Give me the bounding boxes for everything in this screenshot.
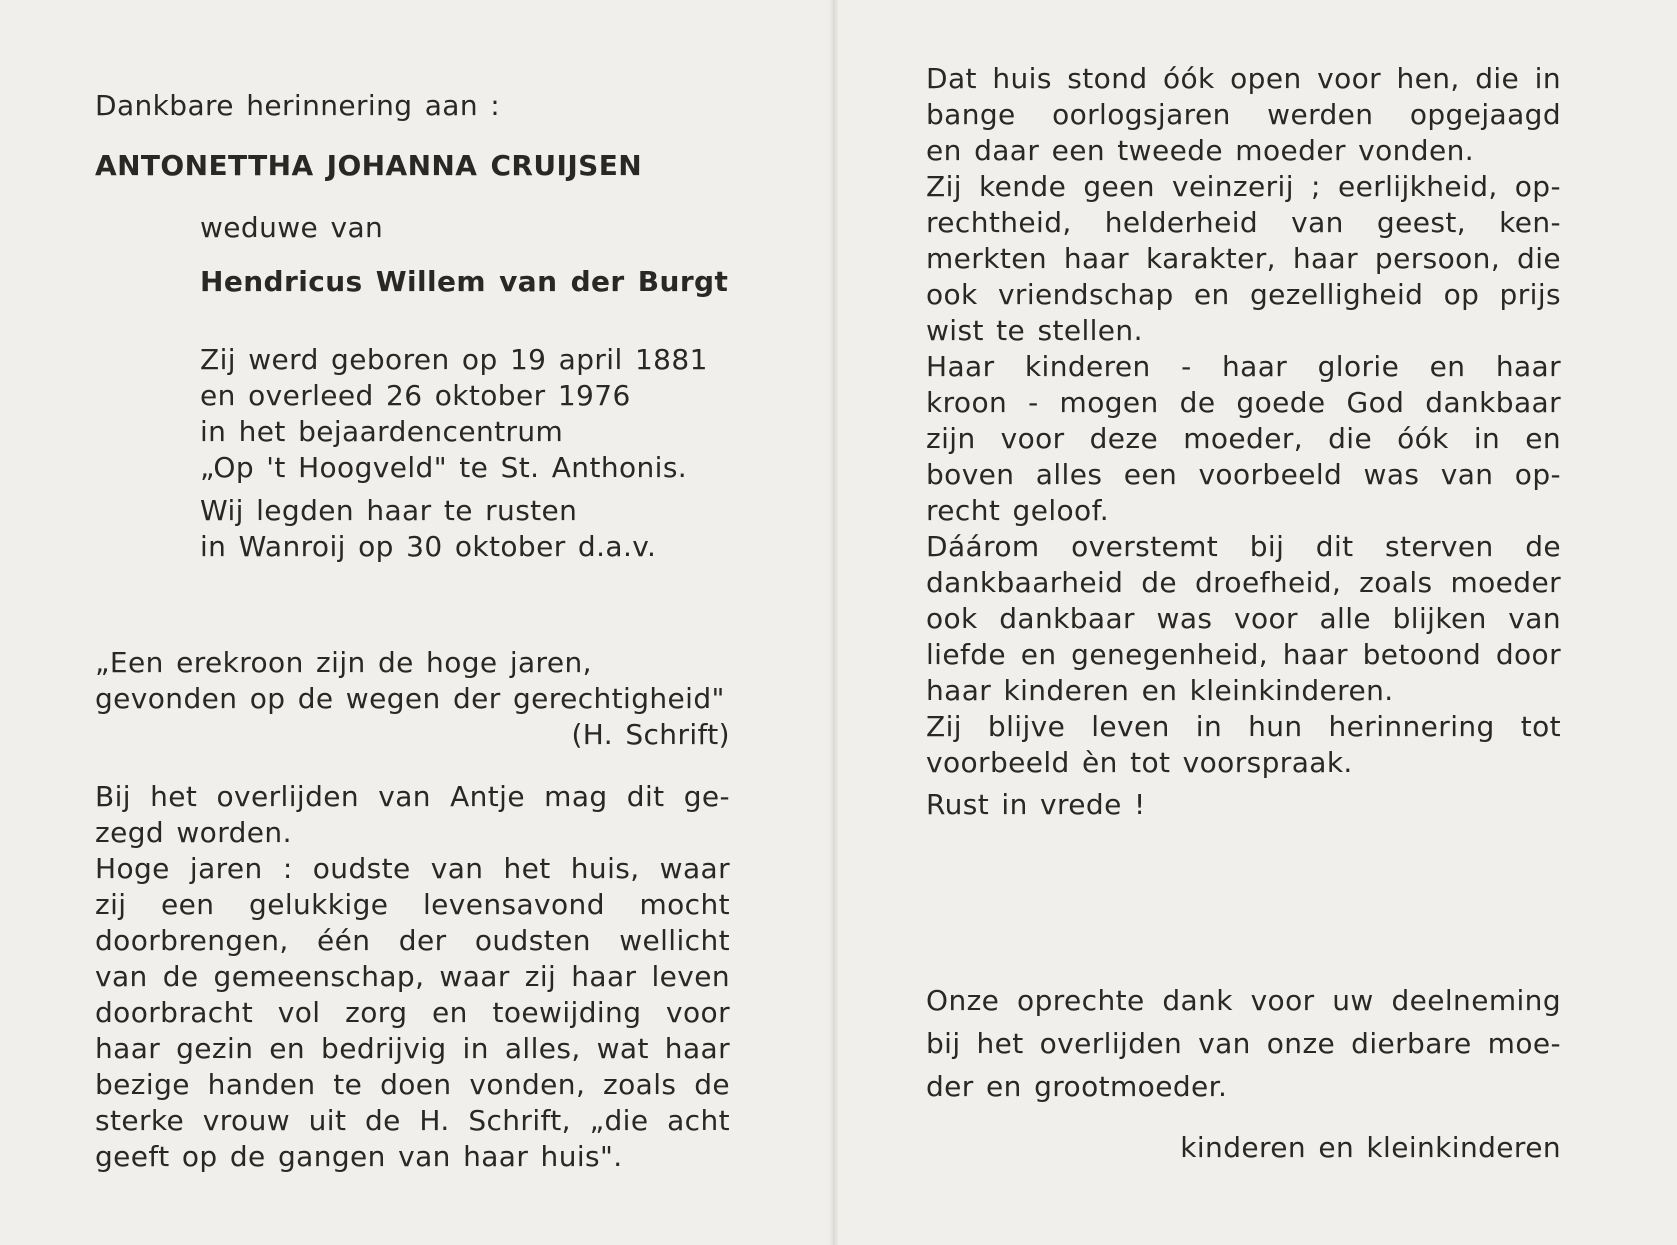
- body-line: kroon - mogen de goede God dankbaar: [926, 386, 1561, 419]
- body-line: doorbracht vol zorg en toewijding voor: [95, 996, 730, 1029]
- bio-line: Wij legden haar te rusten: [200, 494, 578, 527]
- right-panel: [838, 0, 1677, 1245]
- card-fold: [828, 0, 838, 1245]
- body-line: zijn voor deze moeder, die óók in en: [926, 422, 1561, 455]
- deceased-name: ANTONETTHA JOHANNA CRUIJSEN: [95, 149, 643, 182]
- thanks-line: Onze oprechte dank voor uw deelneming: [926, 984, 1561, 1017]
- left-panel: [0, 0, 828, 1245]
- bio-line: „Op 't Hoogveld" te St. Anthonis.: [200, 451, 688, 484]
- husband-name: Hendricus Willem van der Burgt: [200, 265, 729, 298]
- body-line: Zij kende geen veinzerij ; eerlijkheid, op-: [926, 170, 1561, 203]
- body-line: Bij het overlijden van Antje mag dit ge-: [95, 780, 730, 813]
- intro-line: Dankbare herinnering aan :: [95, 89, 501, 122]
- thanks-line: der en grootmoeder.: [926, 1070, 1228, 1103]
- body-line: en daar een tweede moeder vonden.: [926, 134, 1475, 167]
- thanks-line: bij het overlijden van onze dierbare moe-: [926, 1027, 1561, 1060]
- body-line: Hoge jaren : oudste van het huis, waar: [95, 852, 730, 885]
- body-line: ook vriendschap en gezelligheid op prijs: [926, 278, 1561, 311]
- body-line: haar kinderen en kleinkinderen.: [926, 674, 1394, 707]
- body-line: bange oorlogsjaren werden opgejaagd: [926, 98, 1561, 131]
- quote-line: „Een erekroon zijn de hoge jaren,: [95, 646, 592, 679]
- body-line: Dáárom overstemt bij dit sterven de: [926, 530, 1561, 563]
- body-line: dankbaarheid de droefheid, zoals moeder: [926, 566, 1561, 599]
- bio-line: en overleed 26 oktober 1976: [200, 379, 631, 412]
- body-line: recht geloof.: [926, 494, 1110, 527]
- body-line: liefde en genegenheid, haar betoond door: [926, 638, 1561, 671]
- bio-line: Zij werd geboren op 19 april 1881: [200, 343, 708, 376]
- body-line: ook dankbaar was voor alle blijken van: [926, 602, 1561, 635]
- body-line: zegd worden.: [95, 816, 292, 849]
- body-line: Dat huis stond óók open voor hen, die in: [926, 62, 1561, 95]
- signature-line: kinderen en kleinkinderen: [1180, 1131, 1561, 1164]
- body-line: voorbeeld èn tot voorspraak.: [926, 746, 1353, 779]
- body-line: wist te stellen.: [926, 314, 1143, 347]
- bio-line: in het bejaardencentrum: [200, 415, 564, 448]
- body-line: rechtheid, helderheid van geest, ken-: [926, 206, 1561, 239]
- body-line: bezige handen te doen vonden, zoals de: [95, 1068, 730, 1101]
- quote-line: gevonden op de wegen der gerechtigheid": [95, 682, 725, 715]
- closing-line: Rust in vrede !: [926, 788, 1146, 821]
- body-line: Zij blijve leven in hun herinnering tot: [926, 710, 1561, 743]
- quote-source: (H. Schrift): [571, 718, 730, 751]
- body-line: haar gezin en bedrijvig in alles, wat haar: [95, 1032, 730, 1065]
- body-line: doorbrengen, één der oudsten wellicht: [95, 924, 730, 957]
- body-line: geeft op de gangen van haar huis".: [95, 1140, 623, 1173]
- body-line: van de gemeenschap, waar zij haar leven: [95, 960, 730, 993]
- body-line: sterke vrouw uit de H. Schrift, „die acht: [95, 1104, 730, 1137]
- bio-line: in Wanroij op 30 oktober d.a.v.: [200, 530, 657, 563]
- body-line: boven alles een voorbeeld was van op-: [926, 458, 1561, 491]
- body-line: zij een gelukkige levensavond mocht: [95, 888, 730, 921]
- body-line: merkten haar karakter, haar persoon, die: [926, 242, 1561, 275]
- body-line: Haar kinderen - haar glorie en haar: [926, 350, 1561, 383]
- widow-of-label: weduwe van: [200, 211, 384, 244]
